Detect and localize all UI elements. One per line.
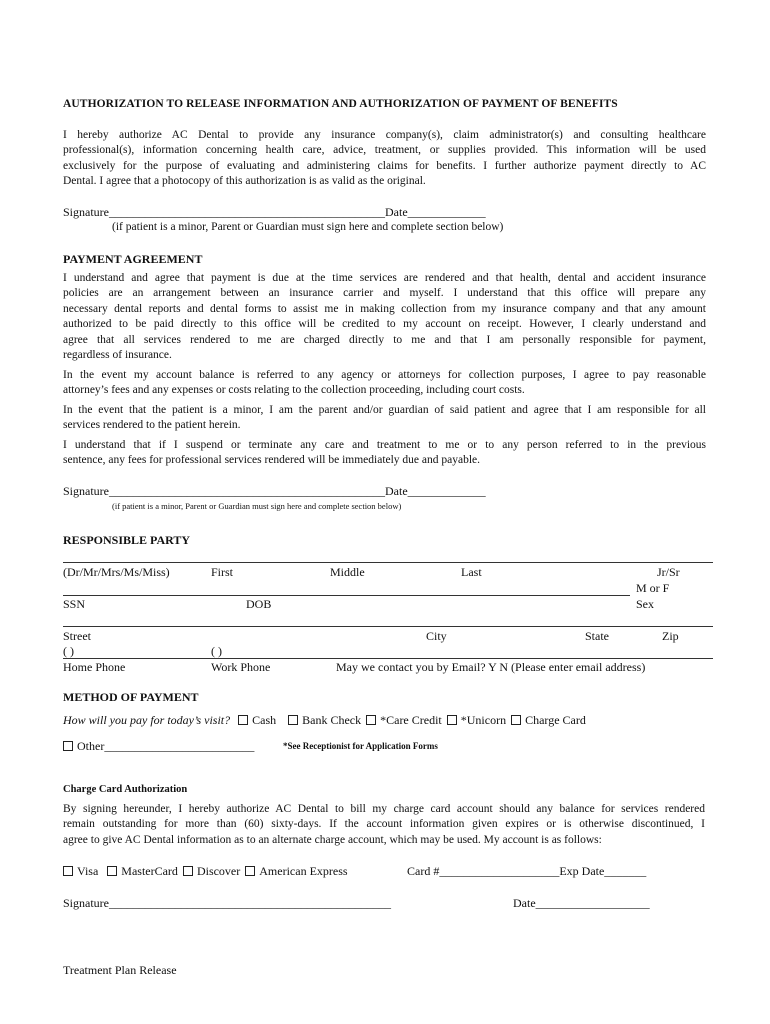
paragraph-line: regardless of insurance.: [63, 349, 172, 362]
responsible-party-heading: RESPONSIBLE PARTY: [63, 533, 191, 547]
payment-option-other[interactable]: [63, 739, 254, 754]
card-option-visa[interactable]: [63, 864, 98, 878]
city-label: City: [426, 629, 447, 643]
checkbox-icon[interactable]: [447, 715, 457, 725]
field-line: [63, 626, 713, 627]
street-label: Street: [63, 629, 91, 643]
payment-option-care-credit[interactable]: [366, 713, 442, 727]
field-line: [63, 595, 630, 596]
card-type-row: [63, 864, 348, 879]
option-label: Charge Card: [525, 713, 586, 727]
charge-card-heading: Charge Card Authorization: [63, 784, 188, 795]
dob-label: DOB: [246, 597, 272, 611]
option-label: *Care Credit: [380, 713, 442, 727]
middle-name-label: Middle: [330, 565, 365, 579]
paragraph-line: In the event my account balance is referred to any agency or attorneys for collection purposes, I agree to pay reasonable: [63, 369, 706, 381]
card-number-field[interactable]: Card #____________________Exp Date_______: [407, 864, 647, 878]
paragraph-line: remain outstanding for more than (60) sixty-days. If the account information given expires or is otherwise discontinued, I: [63, 818, 705, 831]
checkbox-icon[interactable]: [63, 741, 73, 751]
option-label: American Express: [259, 864, 348, 878]
paragraph-line: I hereby authorize AC Dental to provide any insurance company(s), claim administrator(s) and consulting healthcare: [63, 129, 706, 141]
paragraph-line: By signing hereunder, I hereby authorize AC Dental to bill my charge card account should any balance for services rendered: [63, 803, 705, 815]
checkbox-icon[interactable]: [183, 866, 193, 876]
checkbox-icon[interactable]: [288, 715, 298, 725]
option-label: Cash: [252, 713, 277, 727]
field-line: [63, 658, 713, 659]
work-area-code[interactable]: ( ): [211, 644, 222, 658]
charge-card-date[interactable]: Date___________________: [513, 896, 650, 910]
paragraph-line: authorized to be paid directly to this office will be credited to my account on receipt. However, I clearly understand and: [63, 318, 706, 331]
option-label: MasterCard: [121, 864, 178, 878]
paragraph-line: services rendered to the patient herein.: [63, 419, 241, 432]
option-label: Discover: [196, 864, 241, 878]
option-label: Bank Check: [302, 713, 362, 727]
home-area-code[interactable]: ( ): [63, 644, 74, 658]
checkbox-icon[interactable]: [238, 715, 248, 725]
method-of-payment-heading: METHOD OF PAYMENT: [63, 690, 199, 704]
signature-line-2[interactable]: Signature______________________________________________Date_____________: [63, 484, 486, 498]
last-name-label: Last: [461, 565, 482, 579]
email-contact-question: May we contact you by Email? Y N (Please enter email address): [336, 660, 646, 674]
suffix-label: Jr/Sr: [657, 565, 680, 579]
signature-line-1[interactable]: Signature______________________________________________Date_____________: [63, 205, 486, 219]
payment-option-unicorn[interactable]: [447, 713, 506, 727]
checkbox-icon[interactable]: [366, 715, 376, 725]
payment-agreement-p1: [63, 271, 706, 363]
payment-question: How will you pay for today’s visit?: [63, 713, 231, 727]
payment-agreement-heading: PAYMENT AGREEMENT: [63, 252, 203, 266]
receptionist-note: *See Receptionist for Application Forms: [283, 741, 438, 751]
signature-note-1: (if patient is a minor, Parent or Guardian must sign here and complete section below): [112, 221, 504, 233]
paragraph-line: Dental. I agree that a photocopy of this authorization is as valid as the original.: [63, 175, 426, 188]
payment-agreement-p3: [63, 403, 706, 434]
payment-option-cash[interactable]: [238, 713, 276, 727]
state-label: State: [585, 629, 609, 643]
paragraph-line: exclusively for the purpose of evaluating and administering claims for benefits. I further authorize payment directly to AC: [63, 159, 706, 172]
checkbox-icon[interactable]: [107, 866, 117, 876]
paragraph-line: agree that all services rendered to me are charged directly to me and that I am personally responsible for payment,: [63, 333, 706, 346]
option-label: Visa: [77, 864, 99, 878]
checkbox-icon[interactable]: [245, 866, 255, 876]
paragraph-line: I understand that if I suspend or terminate any care and treatment to me or to any person referred to in the previous: [63, 439, 706, 451]
authorization-paragraph: [63, 128, 706, 190]
paragraph-line: I understand and agree that payment is due at the time services are rendered and that health, dental and accident insurance: [63, 272, 706, 284]
other-field[interactable]: Other_________________________: [77, 739, 255, 753]
first-name-label: First: [211, 565, 234, 579]
paragraph-line: agree to give AC Dental information as to an alternate charge account, which may be used. My account is as follows:: [63, 833, 602, 846]
card-option-amex[interactable]: [245, 864, 347, 878]
sex-label: Sex: [636, 597, 654, 611]
paragraph-line: necessary dental reports and dental forms to assist me in making collection from my insurance company and that any amount: [63, 302, 706, 315]
work-phone-label: Work Phone: [211, 660, 271, 674]
paragraph-line: professional(s), information concerning health care, advice, treatment, or supplies provided. This information will be used: [63, 144, 706, 157]
card-option-mastercard[interactable]: [107, 864, 178, 878]
ssn-label: SSN: [63, 597, 86, 611]
gender-options[interactable]: M or F: [636, 581, 670, 595]
payment-options-row: [63, 713, 586, 728]
checkbox-icon[interactable]: [63, 866, 73, 876]
document-title: AUTHORIZATION TO RELEASE INFORMATION AND AUTHORIZATION OF PAYMENT OF BENEFITS: [63, 98, 618, 110]
charge-card-signature[interactable]: Signature_______________________________________________: [63, 896, 391, 910]
field-line: [63, 562, 713, 563]
payment-agreement-p2: [63, 368, 706, 399]
payment-agreement-p4: [63, 438, 706, 469]
title-field-label: (Dr/Mr/Mrs/Ms/Miss): [63, 565, 170, 579]
footer-label: Treatment Plan Release: [63, 963, 177, 977]
payment-option-bank-check[interactable]: [288, 713, 361, 727]
option-label: *Unicorn: [460, 713, 507, 727]
charge-card-paragraph: [63, 802, 705, 848]
signature-note-2: (if patient is a minor, Parent or Guardian must sign here and complete section below): [112, 501, 402, 511]
zip-label: Zip: [662, 629, 679, 643]
card-option-discover[interactable]: [183, 864, 240, 878]
paragraph-line: policies are an arrangement between an insurance carrier and myself. I understand that this office will prepare any: [63, 287, 706, 300]
paragraph-line: In the event that the patient is a minor, I am the parent and/or guardian of said patient and agree that I am responsible for all: [63, 404, 706, 416]
paragraph-line: sentence, any fees for professional services rendered will be immediately due and payable.: [63, 454, 481, 467]
home-phone-label: Home Phone: [63, 660, 126, 674]
paragraph-line: attorney’s fees and any expenses or costs relating to the collection proceeding, including court costs.: [63, 384, 525, 397]
payment-option-charge-card[interactable]: [511, 713, 586, 727]
checkbox-icon[interactable]: [511, 715, 521, 725]
